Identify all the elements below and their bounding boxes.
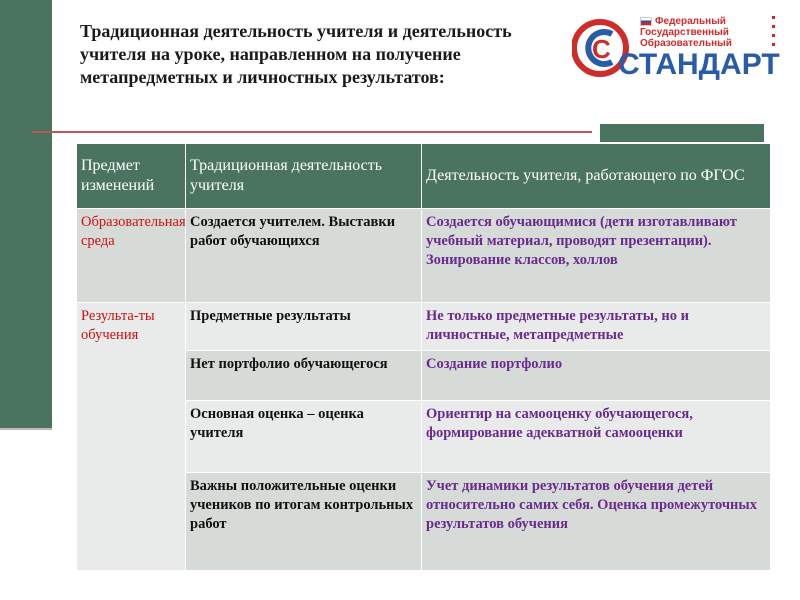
header-subject: Предмет изменений: [77, 144, 186, 209]
row-category: Образовательная среда: [77, 209, 186, 303]
decorative-dots: [772, 16, 776, 56]
logo-caption: [640, 16, 732, 49]
slide-title: Традиционная деятельность учителя и деятельность учителя на уроке, направленном на получение метапредметных и личностных результатов:: [80, 21, 512, 87]
fgos-cell: Учет динамики результатов обучения детей относительно самих себя. Оценка промежуточных результатов обучения: [422, 473, 771, 571]
table-row: [77, 209, 771, 303]
logo-line-3: Образовательный: [640, 38, 732, 49]
traditional-cell: Предметные результаты: [186, 303, 422, 351]
table-header-row: [77, 144, 771, 209]
russia-flag-icon: [640, 17, 652, 26]
logo-line-2: Государственный: [640, 27, 729, 38]
comparison-table: [76, 143, 771, 571]
logo-line-1: Федеральный: [655, 16, 726, 27]
traditional-cell: Создается учителем. Выставки работ обучающихся: [186, 209, 422, 303]
decorative-accent-block: [600, 124, 764, 142]
header-fgos: Деятельность учителя, работающего по ФГОС: [422, 144, 771, 209]
decorative-left-bar: [0, 0, 52, 428]
logo-wordmark: СТАНДАРТ: [618, 48, 780, 81]
fgos-cell: Не только предметные результаты, но и личностные, метапредметные: [422, 303, 771, 351]
table-row: [77, 303, 771, 351]
header-traditional: Традиционная деятельность учителя: [186, 144, 422, 209]
title-underline: [32, 131, 592, 133]
fgos-cell: Ориентир на самооценку обучающегося, формирование адекватной самооценки: [422, 401, 771, 473]
row-category: Результа-ты обучения: [77, 303, 186, 571]
fgos-cell: Создание портфолио: [422, 351, 771, 401]
traditional-cell: Важны положительные оценки учеников по итогам контрольных работ: [186, 473, 422, 571]
svg-text:С: С: [592, 34, 611, 64]
traditional-cell: Нет портфолио обучающегося: [186, 351, 422, 401]
traditional-cell: Основная оценка – оценка учителя: [186, 401, 422, 473]
fgos-cell: Создается обучающимися (дети изготавливают учебный материал, проводят презентации). Зонирование классов, холлов: [422, 209, 771, 303]
decorative-left-line: [0, 428, 52, 430]
